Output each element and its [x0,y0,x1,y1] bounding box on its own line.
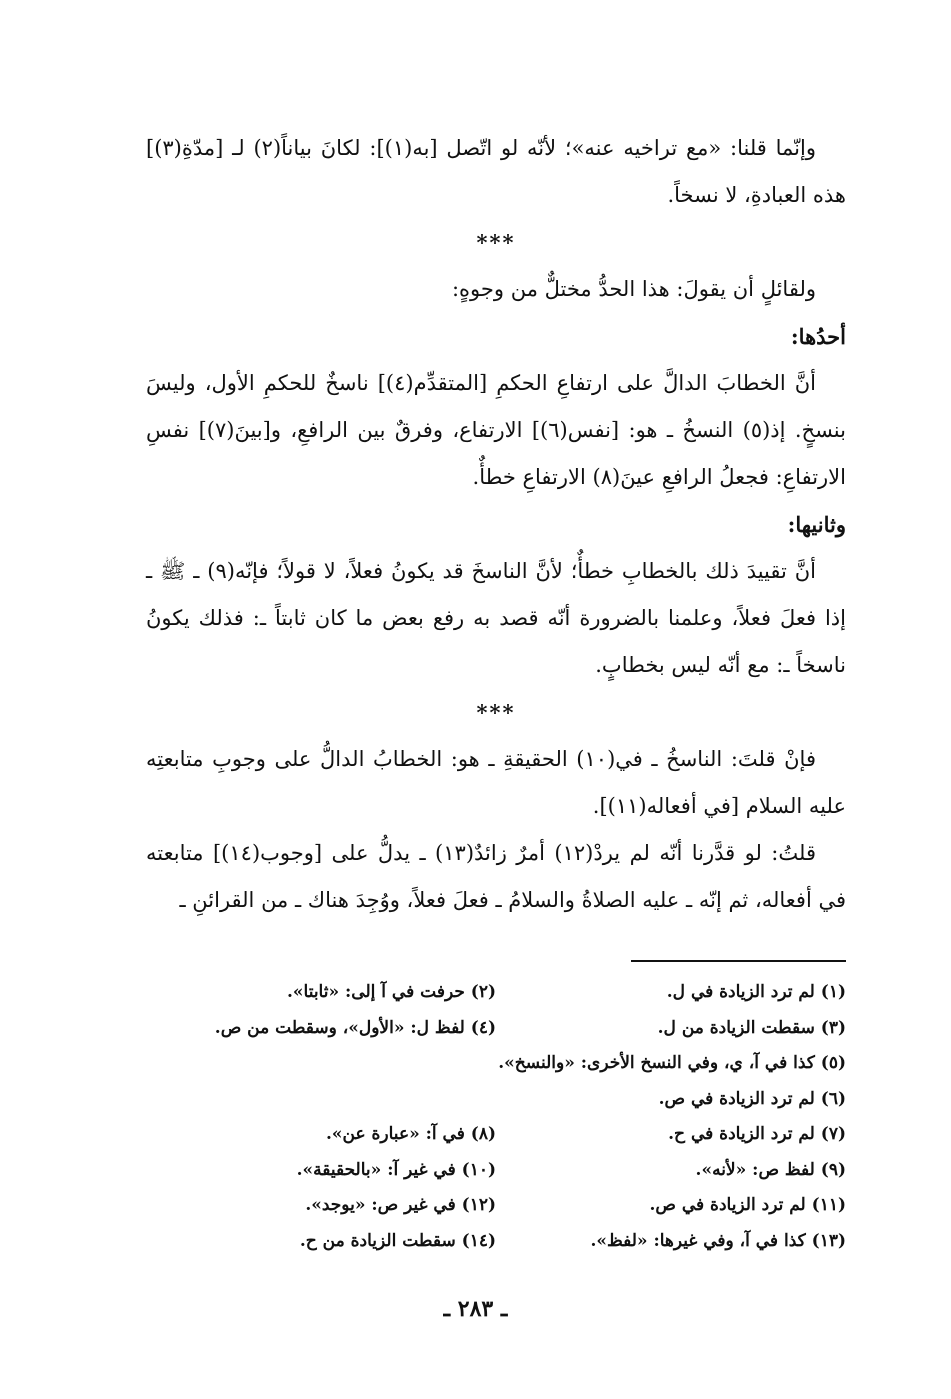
footnote-6: (٦) لم ترد الزيادة في ص. [658,1088,846,1109]
paragraph-1: وإنّما قلنا: «مع تراخيه عنه»؛ لأنّه لو اتّصل [به(١)]: لكانَ بياناً(٢) لـ [مدّةِ(٣)] هذه العبادةِ، لا نسخاً. [146,136,846,207]
footnote-row [146,1224,846,1260]
footnote-1: (١) لم ترد الزيادة في ل. [666,982,846,1002]
footnote-row [146,1011,846,1047]
section-separator-1: *** [476,230,516,255]
footnote-9: (٩) لفظ ص: «لأنه». [695,1159,846,1180]
footnote-7: (٧) لم ترد الزيادة في ح. [668,1124,846,1144]
paragraph-4: أنَّ تقييدَ ذلك بالخطابِ خطأٌ؛ لأنَّ الناسخَ قد يكونُ فعلاً، لا قولاً؛ فإنّه(٩) ـ ﷺ ـ إذا فعلَ فعلاً، وعلمنا بالضرورة أنّه قصد به رفع بعض ما كان ثابتاً ـ: فذلك يكونُ ناسخاً ـ: مع أنّه ليس بخطابٍ. [146,559,846,677]
section-separator-2: *** [476,700,516,725]
footnote-row [146,1188,846,1224]
footnote-10: (١٠) في غير آ: «بالحقيقة». [296,1159,496,1180]
footnote-14: (١٤) سقطت الزيادة من ح. [299,1230,496,1251]
footnote-row [146,1153,846,1189]
footnote-row [146,1117,846,1153]
footnote-8: (٨) في آ: «عبارة عن». [325,1124,496,1144]
footnote-row [146,1046,846,1082]
paragraph-5: فإنْ قلتَ: الناسخُ ـ في(١٠) الحقيقةِ ـ هو: الخطابُ الدالُّ على وجوبِ متابعتِه عليه السلام [في أفعاله(١١)]. [146,747,846,818]
footnote-row [146,1082,846,1118]
heading-second: وثانيها: [787,512,846,537]
footnote-2: (٢) حرفت في آ إلى: «ثابتا». [286,982,496,1002]
footnote-5: (٥) كذا في آ، ي، وفي النسخ الأخرى: «والنسخ». [498,1053,846,1073]
footnote-3: (٣) سقطت الزيادة من ل. [657,1017,846,1038]
footnote-divider [631,960,846,962]
paragraph-3: أنَّ الخطابَ الدالَّ على ارتفاعِ الحكمِ [المتقدِّم(٤)] ناسخٌ للحكمِ الأول، وليسَ بنسخٍ. إذ(٥) النسخُ ـ هو: [نفس(٦)] الارتفاع، وفرقٌ بين الرافعِ، و[بينَ(٧)] نفسِ الارتفاعِ: فجعلُ الرافعِ عينَ(٨) الارتفاعِ خطأٌ. [146,371,846,489]
footnote-row [146,975,846,1011]
footnote-11: (١١) لم ترد الزيادة في ص. [649,1195,846,1215]
footnotes [146,975,846,1259]
paragraph-2: ولقائلٍ أن يقولَ: هذا الحدُّ مختلٌّ من وجوهٍ: [451,277,816,301]
paragraph-6: قلتُ: لو قدَّرنا أنّه لم يردْ(١٢) أمرٌ زائدٌ(١٣) ـ يدلُّ على [وجوب(١٤)] متابعته في أفعاله، ثم إنّه ـ عليه الصلاةُ والسلامُ ـ فعلَ فعلاً، ووُجِدَ هناك ـ من القرائنِ ـ [146,841,846,912]
main-text [146,125,846,924]
heading-first: أحدُها: [790,324,846,349]
footnote-12: (١٢) في غير ص: «يوجد». [305,1195,496,1215]
page-number: ـ ٢٨٣ ـ [443,1296,508,1322]
footnote-4: (٤) لفظ ل: «الأول»، وسقطت من ص. [214,1017,496,1038]
footnote-13: (١٣) كذا في آ، وفي غيرها: «لفظ». [590,1230,846,1251]
